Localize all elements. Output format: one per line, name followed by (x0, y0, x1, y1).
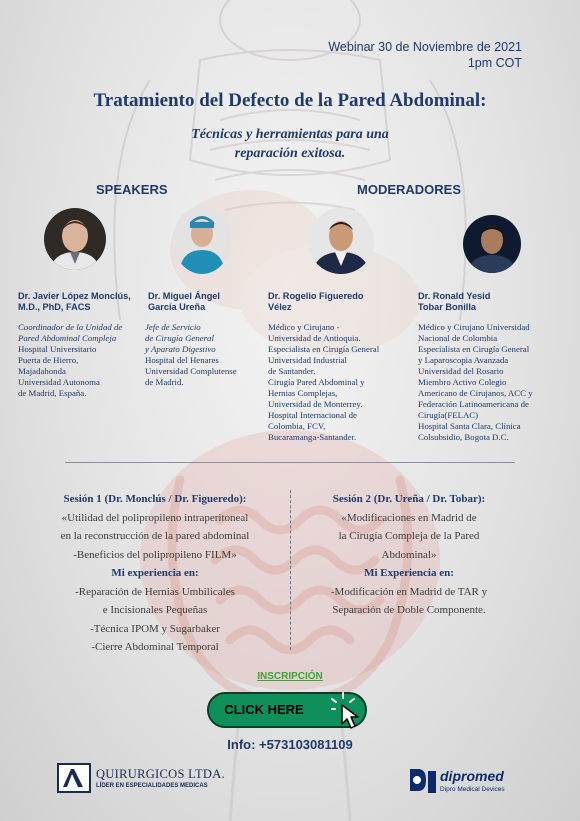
bio-line: Puerta de Hierro, (18, 355, 79, 365)
session-line: -Beneficios del polipropileno FILM» (73, 548, 237, 561)
moderator-photo-figueredo (308, 208, 374, 274)
session-line: Abdominal» (381, 548, 437, 561)
session-line: Separación de Doble Componente. (332, 604, 486, 616)
session-line: -Cierre Abdominal Temporal (91, 641, 219, 653)
bio-line: Cirugía Pared Abdominal y (268, 377, 365, 387)
bio-role-line: y Aparato Digestivo (145, 344, 216, 354)
session-line: -Técnica IPOM y Sugarbaker (90, 622, 220, 635)
bio-line: Médico y Cirujano Universidad (418, 322, 530, 332)
bio-line: Hospital Internacional de (268, 410, 357, 420)
page-subtitle (0, 125, 580, 163)
bio-line: Especialista en Cirugía General (268, 344, 380, 354)
bio-line: Nacional de Colombia (418, 333, 498, 343)
session-line: e Incisionales Pequeñas (102, 604, 208, 616)
bio-line: Hospital Santa Clara, Clínica (418, 421, 521, 431)
session-1 (30, 490, 280, 657)
name-line: Dr. Ronald Yesid (418, 291, 491, 301)
quirurgicos-logo-tagline: LÍDER EN ESPECIALIDADES MEDICAS (96, 783, 208, 789)
bio-role-line: Coordinador de la Unidad de (18, 322, 123, 332)
page-title: Tratamiento del Defecto de la Pared Abdominal: (93, 90, 487, 111)
speaker-photo-garcia (173, 206, 231, 274)
bio-line: Universidad de Antioquia. (268, 333, 361, 343)
time-line: 1pm COT (467, 56, 522, 70)
session-divider (290, 490, 291, 650)
dipromed-logo-name: dipromed (440, 768, 504, 784)
bio-line: Cirugía(FELAC) (418, 410, 479, 420)
session-2 (296, 490, 522, 620)
bio-line: Bucaramanga-Santander. (268, 432, 357, 442)
date-line: Webinar 30 de Noviembre de 2021 (328, 40, 522, 54)
bio-line: Universidad Industrial (268, 355, 347, 365)
hand-pointer-icon (331, 692, 371, 730)
bio-line: Universidad del Rosario (418, 366, 504, 376)
speaker-bio-lopez (18, 322, 122, 399)
name-line: Dr. Javier López Monclús, (18, 291, 131, 301)
subtitle-line: reparación exitosa. (234, 146, 346, 161)
speaker-bio-garcia (145, 322, 237, 388)
bio-line: Universidad de Monterrey. (268, 399, 363, 409)
session-title: Sesión 1 (Dr. Monclús / Dr. Figueredo): (63, 493, 247, 505)
speaker-photo-lopez (44, 208, 106, 270)
bio-line: de Madrid, España. (18, 388, 87, 398)
speaker-name-garcia (148, 291, 220, 313)
dipromed-logo-icon (408, 765, 438, 795)
bio-line: Federación Latinoamericana de (418, 399, 529, 409)
bio-line: Universidad Complutense (145, 366, 237, 376)
name-line: García Ureña (148, 302, 206, 312)
bio-role-line: Jefe de Servicio (145, 322, 201, 332)
bio-line: Americano de Cirujanos, ACC y (418, 388, 533, 398)
bio-line: de Santander. (268, 366, 316, 376)
speakers-heading: SPEAKERS (96, 182, 168, 197)
name-line: Vélez (268, 302, 292, 312)
bio-line: Hospital del Henares (145, 355, 219, 365)
session-subheading: Mi Experiencia en: (364, 567, 454, 579)
dipromed-logo-tagline: Dipro Medical Devices (440, 786, 505, 793)
bio-line: Especialista en Cirugía General (418, 344, 530, 354)
name-line: Tobar Bonilla (418, 302, 477, 312)
name-line: M.D., PhD, FACS (18, 302, 91, 312)
session-line: en la reconstrucción de la pared abdominal (60, 530, 250, 542)
bio-role-line: Pared Abdominal Compleja (18, 333, 117, 343)
session-line: «Modificaciones en Madrid de (341, 511, 477, 524)
bio-line: Majadahonda (18, 366, 66, 376)
session-line: la Cirugía Compleja de la Pared (338, 530, 480, 542)
moderator-bio-tobar (418, 322, 533, 443)
bio-role-line: de Cirugía General (145, 333, 214, 343)
moderator-name-figueredo (268, 291, 363, 313)
section-divider (65, 462, 515, 463)
speaker-name-lopez (18, 291, 131, 313)
bio-line: Colombia, FCV, (268, 421, 326, 431)
click-here-label: CLICK HERE (224, 702, 304, 717)
moderator-photo-tobar (463, 215, 521, 273)
contact-info: Info: +573103081109 (227, 737, 353, 752)
name-line: Dr. Miguel Ángel (148, 291, 220, 301)
bio-line: de Madrid. (145, 377, 184, 387)
quirurgicos-logo-icon (57, 763, 91, 793)
subtitle-line: Técnicas y herramientas para una (191, 127, 389, 142)
session-line: «Utilidad del polipropileno intraperitoneal (61, 511, 249, 524)
session-title: Sesión 2 (Dr. Ureña / Dr. Tobar): (332, 493, 486, 505)
bio-line: Hospital Universitario (18, 344, 97, 354)
bio-line: y Laparoscopia Avanzada (418, 355, 509, 365)
name-line: Dr. Rogelio Figueredo (268, 291, 364, 301)
session-line: -Modificación en Madrid de TAR y (330, 585, 488, 598)
moderators-heading: MODERADORES (357, 182, 462, 197)
click-here-button[interactable] (207, 692, 367, 728)
session-subheading: Mi experiencia en: (111, 567, 199, 579)
bio-line: Médico y Cirujano - (268, 322, 340, 332)
bio-line: Miembro Activo Colegio (418, 377, 507, 387)
bio-line: Colsubsidio, Bogota D.C. (418, 432, 509, 442)
webinar-date (328, 39, 522, 71)
session-line: -Reparación de Hernias Umbilicales (75, 585, 235, 598)
bio-line: Universidad Autonoma (18, 377, 100, 387)
moderator-bio-figueredo (268, 322, 379, 443)
quirurgicos-logo-name: QUIRURGICOS LTDA. (96, 767, 225, 781)
moderator-name-tobar (418, 291, 490, 313)
inscripcion-link[interactable]: INSCRIPCIÓN (257, 671, 323, 682)
bio-line: Hernias Complejas, (268, 388, 338, 398)
